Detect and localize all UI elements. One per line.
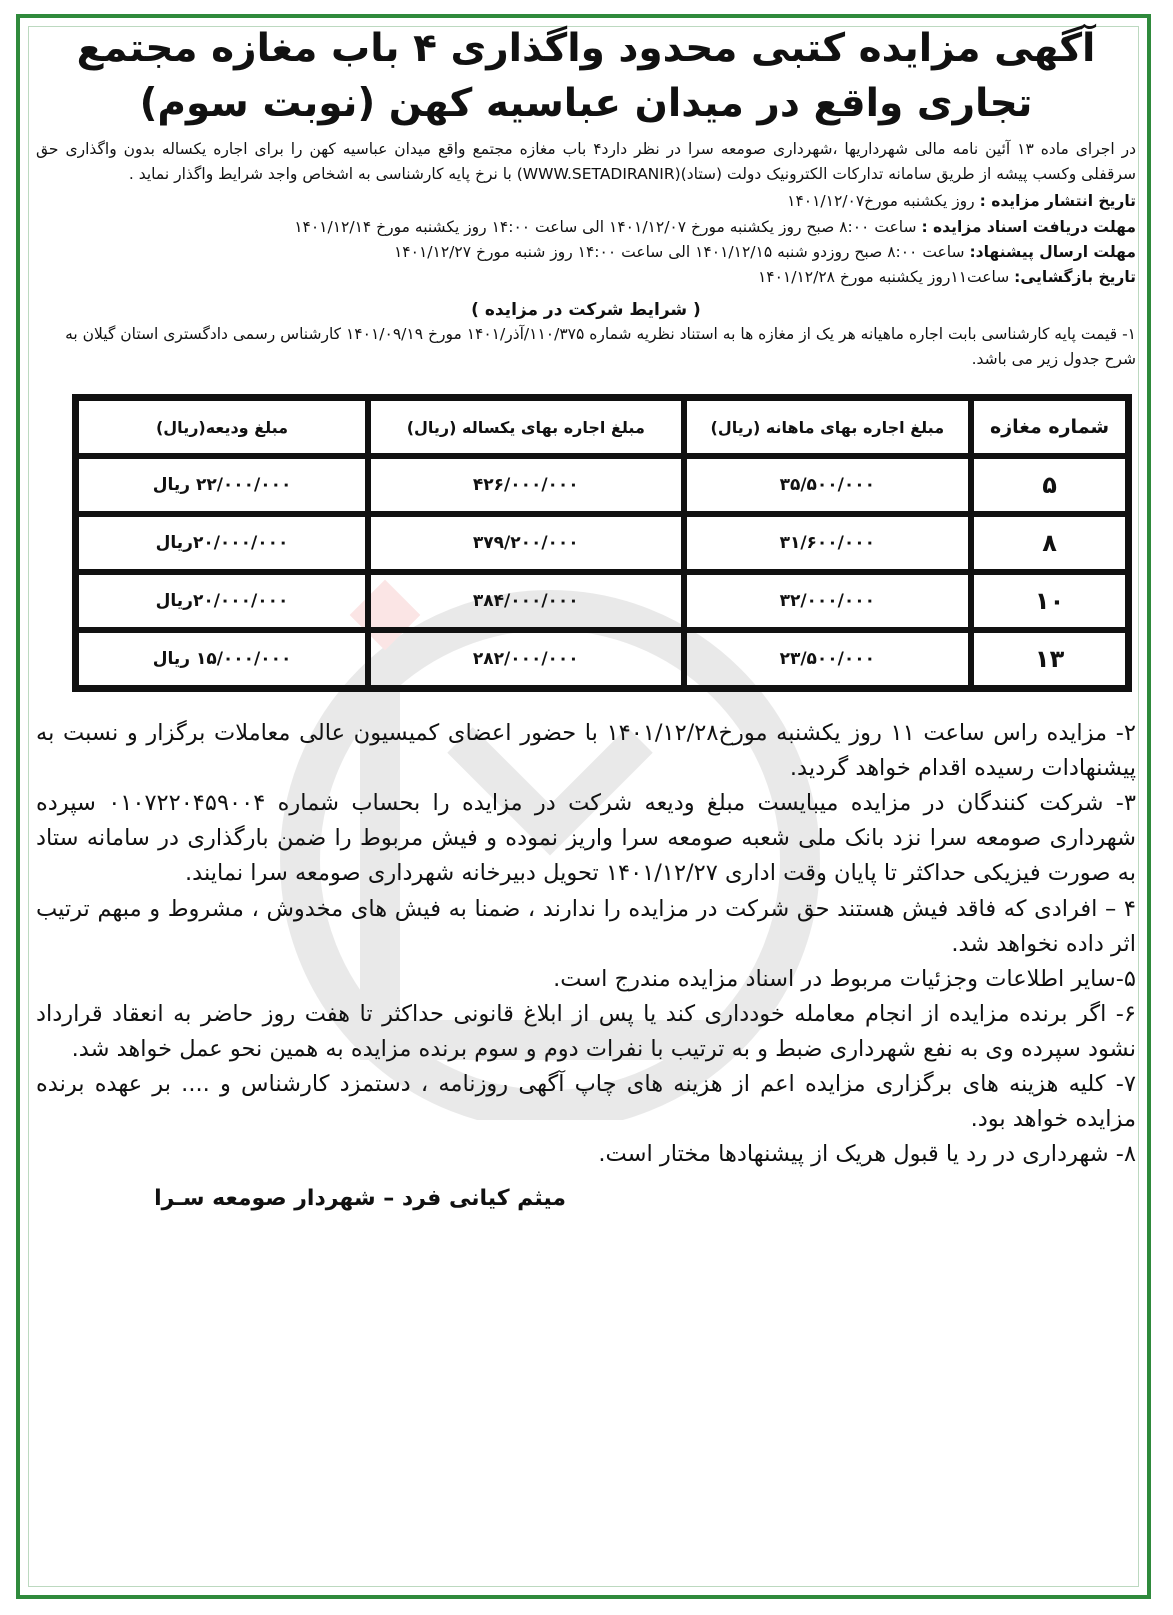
cell-shop-number: ۱۳	[971, 630, 1128, 688]
cell-deposit: ۲۰/۰۰۰/۰۰۰ریال	[76, 572, 368, 630]
cell-deposit: ۲۰/۰۰۰/۰۰۰ریال	[76, 514, 368, 572]
date-label: مهلت ارسال پیشنهاد:	[969, 242, 1136, 261]
cell-deposit: ۱۵/۰۰۰/۰۰۰ ریال	[76, 630, 368, 688]
shops-table	[72, 394, 1132, 692]
date-label: تاریخ انتشار مزایده :	[979, 192, 1136, 211]
cell-shop-number: ۱۰	[971, 572, 1128, 630]
condition-1: ۱- قیمت پایه کارشناسی بابت اجاره ماهیانه هر یک از مغازه ها به استناد نظریه شماره ۱۱۰/۳۷۵/آذر/۱۴۰۱ مورخ ۱۴۰۱/۰۹/۱۹ کارشناس رسمی دادگستری استان گیلان به شرح جدول زیر می باشد.	[65, 324, 1136, 368]
signature: میثم کیانی فرد – شهردار صومعه سـرا	[154, 1186, 566, 1212]
date-line-documents	[36, 215, 1136, 240]
condition-item: ۶- اگر برنده مزایده از انجام معامله خودداری کند یا پس از ابلاغ قانونی حداکثر تا هفت روز حاضر به انعقاد قرارداد نشود سپرده وی به نفع شهرداری ضبط و به ترتیب با نفرات دوم و سوم برنده مزایده به همین نحو عمل خواهد شد.	[36, 1000, 1136, 1062]
conditions-list	[36, 716, 1136, 1172]
intro-paragraph: در اجرای ماده ۱۳ آئین نامه مالی شهرداریها ،شهرداری صومعه سرا در نظر دارد۴ باب مغازه مجتمع واقع میدان عباسیه کهن را برای اجاره یکساله بدون واگذاری حق سرقفلی وکسب پیشه از طریق سامانه تدارکات الکترونیک دولت (ستاد)(WWW.SETADIRANIR) با نرخ پایه کارشناسی به اشخاص واجد شرایط واگذار نماید .	[36, 140, 1136, 184]
cell-monthly-rent: ۳۵/۵۰۰/۰۰۰	[684, 456, 972, 514]
date-line-opening	[36, 265, 1136, 290]
table-row	[76, 456, 1128, 514]
dates-block	[36, 189, 1136, 289]
date-label: مهلت دریافت اسناد مزایده :	[921, 217, 1136, 236]
condition-item: ۴ – افرادی که فاقد فیش هستند حق شرکت در مزایده را ندارند ، ضمنا به فیش های مخدوش ، مشروط و مبهم ترتیب اثر داده نخواهد شد.	[36, 895, 1136, 957]
header-shop-number: شماره مغازه	[971, 398, 1128, 456]
header-deposit: مبلغ ودیعه(ریال)	[76, 398, 368, 456]
date-value: ساعت ۸:۰۰ صبح روزدو شنبه ۱۴۰۱/۱۲/۱۵ الی ساعت ۱۴:۰۰ روز شنبه مورخ ۱۴۰۱/۱۲/۲۷	[393, 242, 965, 261]
conditions-title: ( شرایط شرکت در مزایده )	[471, 299, 701, 320]
title-line-2: تجاری واقع در میدان عباسیه کهن (نوبت سوم)	[139, 80, 1033, 126]
date-value: ساعت۱۱روز یکشنبه مورخ ۱۴۰۱/۱۲/۲۸	[757, 267, 1010, 286]
cell-yearly-rent: ۳۷۹/۲۰۰/۰۰۰	[368, 514, 683, 572]
header-monthly-rent: مبلغ اجاره بهای ماهانه (ریال)	[684, 398, 972, 456]
table-header-row	[76, 398, 1128, 456]
cell-monthly-rent: ۳۲/۰۰۰/۰۰۰	[684, 572, 972, 630]
cell-yearly-rent: ۲۸۲/۰۰۰/۰۰۰	[368, 630, 683, 688]
cell-deposit: ۲۲/۰۰۰/۰۰۰ ریال	[76, 456, 368, 514]
header-yearly-rent: مبلغ اجاره بهای یکساله (ریال)	[368, 398, 683, 456]
condition-item: ۵-سایر اطلاعات وجزئیات مربوط در اسناد مزایده مندرج است.	[553, 965, 1136, 992]
table-row	[76, 514, 1128, 572]
cell-shop-number: ۵	[971, 456, 1128, 514]
condition-item: ۷- کلیه هزینه های برگزاری مزایده اعم از هزینه های چاپ آگهی روزنامه ، دستمزد کارشناس و .... بر عهده برنده مزایده خواهد بود.	[36, 1071, 1136, 1133]
cell-yearly-rent: ۳۸۴/۰۰۰/۰۰۰	[368, 572, 683, 630]
cell-monthly-rent: ۲۳/۵۰۰/۰۰۰	[684, 630, 972, 688]
title-line-1: آگهی مزایده کتبی محدود واگذاری ۴ باب مغازه مجتمع	[76, 26, 1096, 71]
table-row	[76, 630, 1128, 688]
date-value: ساعت ۸:۰۰ صبح روز یکشنبه مورخ ۱۴۰۱/۱۲/۰۷ الی ساعت ۱۴:۰۰ روز یکشنبه مورخ ۱۴۰۱/۱۲/۱۴	[294, 217, 917, 236]
date-label: تاریخ بازگشایی:	[1014, 267, 1136, 286]
condition-item: ۲- مزایده راس ساعت ۱۱ روز یکشنبه مورخ۱۴۰۱/۱۲/۲۸ با حضور اعضای کمیسیون عالی معاملات برگزار و نسبت به پیشنهادات رسیده اقدام خواهد گردید.	[36, 720, 1137, 782]
cell-shop-number: ۸	[971, 514, 1128, 572]
ad-title	[36, 22, 1136, 131]
cell-yearly-rent: ۴۲۶/۰۰۰/۰۰۰	[368, 456, 683, 514]
cell-monthly-rent: ۳۱/۶۰۰/۰۰۰	[684, 514, 972, 572]
date-line-publish	[36, 189, 1136, 214]
date-value: روز یکشنبه مورخ۱۴۰۱/۱۲/۰۷	[787, 192, 975, 211]
condition-item: ۸- شهرداری در رد یا قبول هریک از پیشنهادها مختار است.	[598, 1141, 1136, 1168]
condition-item: ۳- شرکت کنندگان در مزایده میبایست مبلغ ودیعه شرکت در مزایده را بحساب شماره ۰۱۰۷۲۲۰۴۵۹۰۰۴ سپرده شهرداری صومعه سرا نزد بانک ملی شعبه صومعه سرا واریز نموده و فیش مربوط را ضمن بارگذاری در سامانه ستاد به صورت فیزیکی حداکثر تا پایان وقت اداری ۱۴۰۱/۱۲/۲۷ تحویل دبیرخانه شهرداری صومعه سرا نمایند.	[36, 790, 1136, 887]
date-line-submission	[36, 240, 1136, 265]
ad-content	[36, 22, 1136, 1211]
table-row	[76, 572, 1128, 630]
